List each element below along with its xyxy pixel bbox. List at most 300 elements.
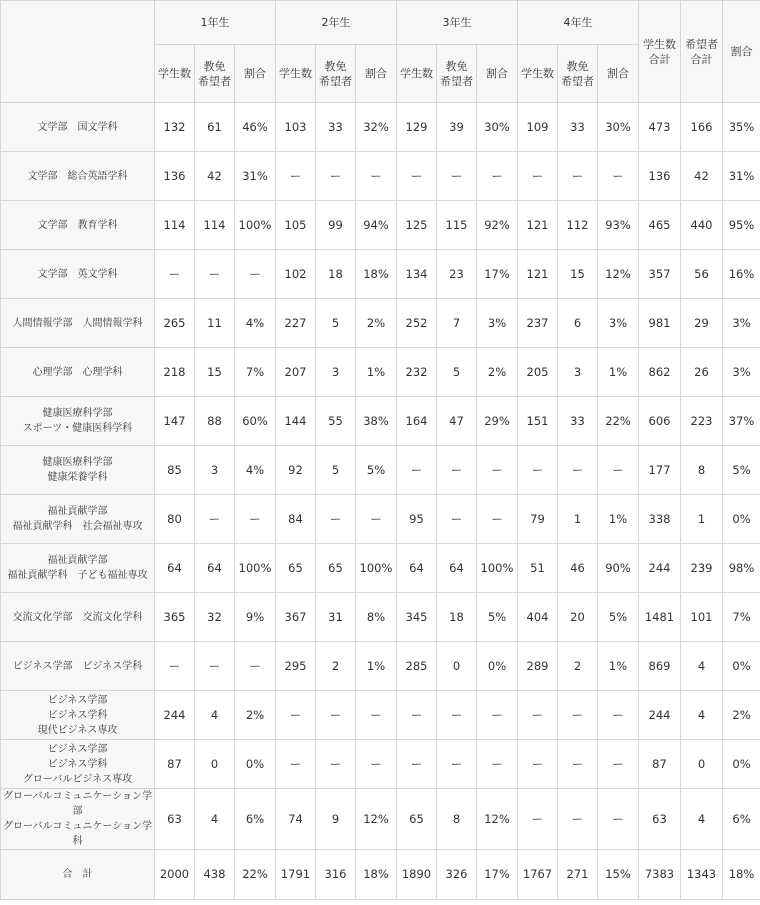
data-cell: 6 bbox=[558, 299, 598, 348]
department-label-line: グローバルコミュニケーション学科 bbox=[3, 821, 152, 847]
data-cell: 121 bbox=[518, 201, 558, 250]
data-cell: 223 bbox=[681, 397, 723, 446]
year-header: 1年生 bbox=[155, 1, 276, 45]
data-cell: 1890 bbox=[397, 850, 437, 900]
department-label-line: ビジネス学部 bbox=[47, 694, 108, 706]
students-header: 学生数 bbox=[276, 45, 316, 103]
data-cell: 18 bbox=[437, 593, 477, 642]
header-text-line: 希望者 bbox=[198, 74, 231, 88]
data-cell: 5 bbox=[316, 446, 356, 495]
data-cell: 289 bbox=[518, 642, 558, 691]
year-header: 2年生 bbox=[276, 1, 397, 45]
data-cell: 16% bbox=[723, 250, 760, 299]
data-cell: 12% bbox=[598, 250, 639, 299]
data-cell: ー bbox=[558, 446, 598, 495]
data-cell: 244 bbox=[639, 691, 681, 740]
data-cell: 252 bbox=[397, 299, 437, 348]
data-cell: 1767 bbox=[518, 850, 558, 900]
data-cell: 31 bbox=[316, 593, 356, 642]
data-cell: ー bbox=[518, 740, 558, 789]
header-text-line: 希望者 bbox=[440, 74, 473, 88]
table-row bbox=[1, 446, 760, 495]
data-cell: 92 bbox=[276, 446, 316, 495]
data-cell: 205 bbox=[518, 348, 558, 397]
header-text-line: 教免 bbox=[445, 59, 468, 73]
data-cell: 465 bbox=[639, 201, 681, 250]
data-cell: 26 bbox=[681, 348, 723, 397]
data-cell: ー bbox=[558, 152, 598, 201]
data-cell: 55 bbox=[316, 397, 356, 446]
header-text-line: 合計 bbox=[690, 52, 713, 66]
department-label: ビジネス学部 ビジネス学科 bbox=[1, 642, 155, 691]
data-cell: 136 bbox=[155, 152, 195, 201]
total-ratio-header: 割合 bbox=[723, 1, 760, 103]
data-cell: 3% bbox=[477, 299, 518, 348]
table-row bbox=[1, 593, 760, 642]
data-cell: 1% bbox=[356, 348, 397, 397]
ratio-header: 割合 bbox=[598, 45, 639, 103]
data-cell: 102 bbox=[276, 250, 316, 299]
table-row bbox=[1, 691, 760, 740]
data-cell: 4 bbox=[195, 691, 235, 740]
data-cell: 862 bbox=[639, 348, 681, 397]
students-header: 学生数 bbox=[155, 45, 195, 103]
data-cell: 606 bbox=[639, 397, 681, 446]
table-row bbox=[1, 152, 760, 201]
data-cell: 12% bbox=[356, 789, 397, 850]
data-cell: 7% bbox=[723, 593, 760, 642]
department-label bbox=[1, 544, 155, 593]
data-cell: 365 bbox=[155, 593, 195, 642]
data-cell: 17% bbox=[477, 250, 518, 299]
data-cell: 8 bbox=[681, 446, 723, 495]
data-cell: 144 bbox=[276, 397, 316, 446]
applicants-header bbox=[316, 45, 356, 103]
data-cell: ー bbox=[477, 740, 518, 789]
data-cell: 32% bbox=[356, 103, 397, 152]
data-cell: 90% bbox=[598, 544, 639, 593]
data-cell: ー bbox=[316, 691, 356, 740]
data-cell: 22% bbox=[598, 397, 639, 446]
data-cell: 3% bbox=[598, 299, 639, 348]
total-row bbox=[1, 850, 760, 900]
data-cell: ー bbox=[235, 642, 276, 691]
data-cell: ー bbox=[437, 495, 477, 544]
data-cell: 12% bbox=[477, 789, 518, 850]
data-cell: 64 bbox=[437, 544, 477, 593]
data-cell: 7 bbox=[437, 299, 477, 348]
data-cell: 15 bbox=[195, 348, 235, 397]
data-cell: ー bbox=[477, 691, 518, 740]
total-applicants-header bbox=[681, 1, 723, 103]
data-cell: ー bbox=[356, 740, 397, 789]
data-cell: 31% bbox=[235, 152, 276, 201]
data-cell: ー bbox=[276, 152, 316, 201]
data-cell: 18% bbox=[356, 850, 397, 900]
department-label: 文学部 教育学科 bbox=[1, 201, 155, 250]
department-label-line: ビジネス学科 bbox=[47, 709, 108, 721]
data-cell: 1% bbox=[356, 642, 397, 691]
data-cell: 869 bbox=[639, 642, 681, 691]
data-cell: 115 bbox=[437, 201, 477, 250]
data-cell: ー bbox=[598, 789, 639, 850]
data-cell: ー bbox=[316, 495, 356, 544]
data-cell: 326 bbox=[437, 850, 477, 900]
data-cell: ー bbox=[477, 446, 518, 495]
department-label: 人間情報学部 人間情報学科 bbox=[1, 299, 155, 348]
data-cell: ー bbox=[518, 691, 558, 740]
data-cell: 295 bbox=[276, 642, 316, 691]
data-cell: 1791 bbox=[276, 850, 316, 900]
header-text-line: 希望者 bbox=[685, 37, 718, 51]
data-cell: 18% bbox=[723, 850, 760, 900]
year-header: 3年生 bbox=[397, 1, 518, 45]
data-cell: 38% bbox=[356, 397, 397, 446]
department-label: 文学部 国文学科 bbox=[1, 103, 155, 152]
data-cell: 46 bbox=[558, 544, 598, 593]
data-cell: 981 bbox=[639, 299, 681, 348]
data-cell: 31% bbox=[723, 152, 760, 201]
data-cell: 316 bbox=[316, 850, 356, 900]
data-cell: 0% bbox=[723, 495, 760, 544]
data-cell: 95% bbox=[723, 201, 760, 250]
data-cell: 0% bbox=[723, 740, 760, 789]
data-cell: ー bbox=[276, 691, 316, 740]
data-cell: 265 bbox=[155, 299, 195, 348]
data-cell: ー bbox=[477, 495, 518, 544]
department-label: 交流文化学部 交流文化学科 bbox=[1, 593, 155, 642]
data-cell: 151 bbox=[518, 397, 558, 446]
data-cell: 4 bbox=[195, 789, 235, 850]
data-cell: 1 bbox=[558, 495, 598, 544]
data-cell: 17% bbox=[477, 850, 518, 900]
data-cell: 8 bbox=[437, 789, 477, 850]
data-cell: ー bbox=[397, 691, 437, 740]
data-cell: ー bbox=[437, 152, 477, 201]
data-cell: 87 bbox=[155, 740, 195, 789]
data-cell: ー bbox=[518, 789, 558, 850]
data-cell: 9 bbox=[316, 789, 356, 850]
data-cell: 61 bbox=[195, 103, 235, 152]
data-cell: ー bbox=[598, 446, 639, 495]
department-label-line: グローバルコミュニケーション学部 bbox=[3, 791, 152, 817]
data-cell: ー bbox=[558, 740, 598, 789]
data-cell: 367 bbox=[276, 593, 316, 642]
data-cell: 103 bbox=[276, 103, 316, 152]
data-cell: 1343 bbox=[681, 850, 723, 900]
data-cell: 9% bbox=[235, 593, 276, 642]
data-cell: 18 bbox=[316, 250, 356, 299]
data-cell: 164 bbox=[397, 397, 437, 446]
data-cell: 132 bbox=[155, 103, 195, 152]
table-row bbox=[1, 642, 760, 691]
total-students-header bbox=[639, 1, 681, 103]
data-cell: 438 bbox=[195, 850, 235, 900]
data-cell: 32 bbox=[195, 593, 235, 642]
table-row bbox=[1, 348, 760, 397]
data-cell: 177 bbox=[639, 446, 681, 495]
data-cell: 8% bbox=[356, 593, 397, 642]
data-cell: 88 bbox=[195, 397, 235, 446]
data-cell: 125 bbox=[397, 201, 437, 250]
data-cell: 5% bbox=[477, 593, 518, 642]
data-cell: 244 bbox=[639, 544, 681, 593]
header-text-line: 教免 bbox=[566, 59, 589, 73]
header-text-line: 教免 bbox=[203, 59, 226, 73]
data-cell: 42 bbox=[195, 152, 235, 201]
data-cell: 2000 bbox=[155, 850, 195, 900]
data-cell: 5% bbox=[598, 593, 639, 642]
department-label: 文学部 総合英語学科 bbox=[1, 152, 155, 201]
data-cell: 39 bbox=[437, 103, 477, 152]
data-cell: 95 bbox=[397, 495, 437, 544]
data-cell: 3 bbox=[558, 348, 598, 397]
ratio-header: 割合 bbox=[356, 45, 397, 103]
table-row bbox=[1, 397, 760, 446]
data-cell: 63 bbox=[155, 789, 195, 850]
department-label-line: グローバルビジネス専攻 bbox=[22, 773, 133, 785]
table-row bbox=[1, 250, 760, 299]
data-cell: 42 bbox=[681, 152, 723, 201]
table-row bbox=[1, 299, 760, 348]
data-cell: 51 bbox=[518, 544, 558, 593]
data-cell: 244 bbox=[155, 691, 195, 740]
ratio-header: 割合 bbox=[477, 45, 518, 103]
data-cell: 35% bbox=[723, 103, 760, 152]
department-label-line: スポーツ・健康医科学科 bbox=[22, 423, 133, 434]
data-cell: ー bbox=[397, 152, 437, 201]
data-cell: 134 bbox=[397, 250, 437, 299]
data-cell: 404 bbox=[518, 593, 558, 642]
department-label-line: 健康栄養学科 bbox=[47, 472, 108, 483]
data-cell: 18% bbox=[356, 250, 397, 299]
data-cell: 109 bbox=[518, 103, 558, 152]
data-cell: 0% bbox=[723, 642, 760, 691]
data-cell: 2% bbox=[356, 299, 397, 348]
data-cell: 105 bbox=[276, 201, 316, 250]
data-cell: 30% bbox=[477, 103, 518, 152]
data-cell: 63 bbox=[639, 789, 681, 850]
data-cell: 79 bbox=[518, 495, 558, 544]
header-text-line: 合計 bbox=[648, 52, 671, 66]
applicants-header bbox=[437, 45, 477, 103]
department-label-line: 福祉貢献学科 社会福祉専攻 bbox=[12, 521, 143, 532]
data-cell: 29 bbox=[681, 299, 723, 348]
data-cell: ー bbox=[558, 691, 598, 740]
table-row bbox=[1, 740, 760, 789]
data-cell: 100% bbox=[235, 544, 276, 593]
data-cell: 237 bbox=[518, 299, 558, 348]
data-cell: 3% bbox=[723, 299, 760, 348]
year-header: 4年生 bbox=[518, 1, 639, 45]
data-cell: 227 bbox=[276, 299, 316, 348]
data-cell: ー bbox=[235, 495, 276, 544]
data-cell: 33 bbox=[316, 103, 356, 152]
data-cell: 1% bbox=[598, 495, 639, 544]
students-header: 学生数 bbox=[518, 45, 558, 103]
data-cell: 98% bbox=[723, 544, 760, 593]
data-cell: 3 bbox=[195, 446, 235, 495]
data-cell: 23 bbox=[437, 250, 477, 299]
data-cell: ー bbox=[155, 250, 195, 299]
data-cell: 5 bbox=[437, 348, 477, 397]
data-cell: 84 bbox=[276, 495, 316, 544]
department-label-line: 福祉貢献学科 子ども福祉専攻 bbox=[7, 570, 148, 581]
data-cell: 33 bbox=[558, 397, 598, 446]
data-cell: 357 bbox=[639, 250, 681, 299]
data-cell: ー bbox=[598, 740, 639, 789]
data-cell: 1% bbox=[598, 642, 639, 691]
data-cell: 100% bbox=[356, 544, 397, 593]
data-cell: 0 bbox=[437, 642, 477, 691]
data-cell: ー bbox=[356, 495, 397, 544]
data-cell: 271 bbox=[558, 850, 598, 900]
department-label-line: 福祉貢献学部 bbox=[47, 555, 108, 566]
department-label bbox=[1, 691, 155, 740]
data-cell: 101 bbox=[681, 593, 723, 642]
data-cell: 80 bbox=[155, 495, 195, 544]
data-cell: 239 bbox=[681, 544, 723, 593]
data-cell: ー bbox=[477, 152, 518, 201]
data-cell: 85 bbox=[155, 446, 195, 495]
data-cell: 29% bbox=[477, 397, 518, 446]
data-cell: ー bbox=[397, 446, 437, 495]
data-cell: 15% bbox=[598, 850, 639, 900]
data-cell: 114 bbox=[195, 201, 235, 250]
table-row bbox=[1, 103, 760, 152]
ratio-header: 割合 bbox=[235, 45, 276, 103]
data-cell: 92% bbox=[477, 201, 518, 250]
data-cell: 338 bbox=[639, 495, 681, 544]
data-cell: 74 bbox=[276, 789, 316, 850]
department-label-line: 健康医療科学部 bbox=[42, 457, 113, 468]
data-cell: 56 bbox=[681, 250, 723, 299]
data-cell: ー bbox=[276, 740, 316, 789]
data-cell: 94% bbox=[356, 201, 397, 250]
department-label bbox=[1, 740, 155, 789]
data-cell: 3% bbox=[723, 348, 760, 397]
department-label bbox=[1, 446, 155, 495]
table-body bbox=[1, 103, 760, 900]
data-cell: 4% bbox=[235, 446, 276, 495]
header-text-line: 希望者 bbox=[319, 74, 352, 88]
department-label-line: 現代ビジネス専攻 bbox=[37, 724, 118, 736]
data-cell: 3 bbox=[316, 348, 356, 397]
data-cell: ー bbox=[316, 152, 356, 201]
data-cell: 65 bbox=[397, 789, 437, 850]
department-label bbox=[1, 495, 155, 544]
department-label-line: ビジネス学科 bbox=[47, 758, 108, 770]
data-cell: 4 bbox=[681, 789, 723, 850]
data-cell: 11 bbox=[195, 299, 235, 348]
data-cell: 65 bbox=[276, 544, 316, 593]
header-text-line: 教免 bbox=[324, 59, 347, 73]
data-cell: ー bbox=[598, 691, 639, 740]
data-cell: 129 bbox=[397, 103, 437, 152]
data-cell: ー bbox=[316, 740, 356, 789]
table-row bbox=[1, 544, 760, 593]
department-label: 心理学部 心理学科 bbox=[1, 348, 155, 397]
data-cell: 64 bbox=[397, 544, 437, 593]
header-text-line: 希望者 bbox=[561, 74, 594, 88]
data-cell: ー bbox=[397, 740, 437, 789]
department-label-line: 福祉貢献学部 bbox=[47, 506, 108, 517]
data-cell: ー bbox=[518, 152, 558, 201]
data-cell: ー bbox=[356, 691, 397, 740]
table-row bbox=[1, 789, 760, 850]
data-cell: 100% bbox=[235, 201, 276, 250]
data-cell: 87 bbox=[639, 740, 681, 789]
data-cell: 147 bbox=[155, 397, 195, 446]
data-cell: 4 bbox=[681, 691, 723, 740]
header-text-line: 学生数 bbox=[643, 37, 676, 51]
data-cell: 0 bbox=[195, 740, 235, 789]
data-cell: 47 bbox=[437, 397, 477, 446]
data-cell: 7383 bbox=[639, 850, 681, 900]
data-cell: 166 bbox=[681, 103, 723, 152]
data-cell: 93% bbox=[598, 201, 639, 250]
data-cell: ー bbox=[195, 642, 235, 691]
data-cell: ー bbox=[235, 250, 276, 299]
data-cell: 232 bbox=[397, 348, 437, 397]
data-cell: 2 bbox=[316, 642, 356, 691]
department-label: 文学部 英文学科 bbox=[1, 250, 155, 299]
data-cell: 5 bbox=[316, 299, 356, 348]
data-cell: 33 bbox=[558, 103, 598, 152]
department-label bbox=[1, 397, 155, 446]
students-header: 学生数 bbox=[397, 45, 437, 103]
data-cell: 100% bbox=[477, 544, 518, 593]
data-cell: 345 bbox=[397, 593, 437, 642]
data-cell: 60% bbox=[235, 397, 276, 446]
data-cell: 440 bbox=[681, 201, 723, 250]
table-header bbox=[1, 1, 760, 103]
data-cell: 473 bbox=[639, 103, 681, 152]
data-cell: 2% bbox=[723, 691, 760, 740]
data-cell: 4% bbox=[235, 299, 276, 348]
data-cell: 112 bbox=[558, 201, 598, 250]
data-cell: ー bbox=[437, 740, 477, 789]
data-cell: ー bbox=[155, 642, 195, 691]
data-cell: 65 bbox=[316, 544, 356, 593]
data-cell: 15 bbox=[558, 250, 598, 299]
data-cell: 64 bbox=[155, 544, 195, 593]
data-cell: 1% bbox=[598, 348, 639, 397]
data-cell: ー bbox=[518, 446, 558, 495]
data-cell: 30% bbox=[598, 103, 639, 152]
data-cell: 285 bbox=[397, 642, 437, 691]
data-cell: 0 bbox=[681, 740, 723, 789]
applicants-header bbox=[195, 45, 235, 103]
data-cell: 46% bbox=[235, 103, 276, 152]
data-cell: 99 bbox=[316, 201, 356, 250]
data-cell: 2 bbox=[558, 642, 598, 691]
data-cell: 22% bbox=[235, 850, 276, 900]
data-cell: 4 bbox=[681, 642, 723, 691]
data-cell: ー bbox=[437, 691, 477, 740]
data-cell: ー bbox=[195, 495, 235, 544]
department-label bbox=[1, 789, 155, 850]
data-cell: 37% bbox=[723, 397, 760, 446]
data-cell: 1481 bbox=[639, 593, 681, 642]
applicants-header bbox=[558, 45, 598, 103]
data-cell: ー bbox=[558, 789, 598, 850]
data-cell: 6% bbox=[723, 789, 760, 850]
data-cell: 114 bbox=[155, 201, 195, 250]
table-row bbox=[1, 201, 760, 250]
data-cell: 6% bbox=[235, 789, 276, 850]
data-cell: ー bbox=[195, 250, 235, 299]
